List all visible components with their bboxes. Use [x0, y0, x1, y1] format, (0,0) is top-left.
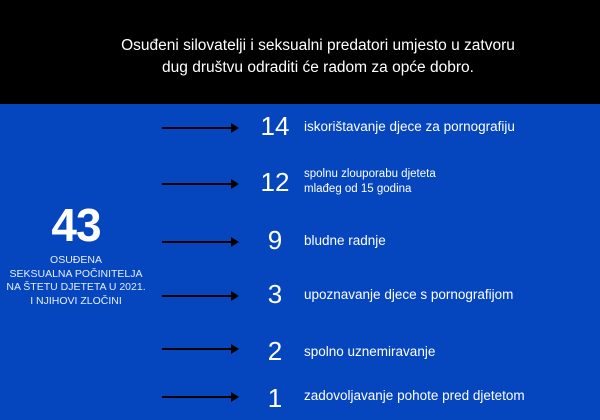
arrow-icon: [162, 183, 232, 185]
total-number: 43: [51, 199, 101, 251]
crime-row: [0, 108, 600, 148]
crime-row: [0, 164, 600, 204]
crime-label-line-2: mlađeg od 15 godina: [304, 183, 412, 195]
arrow-icon: [162, 241, 232, 243]
crime-label: iskorištavanje djece za pornografiju: [304, 119, 515, 134]
total-desc-line-2: SEKSUALNA POČINITELJA: [9, 267, 143, 280]
crime-label: zadovoljavanje pohote pred djetetom: [304, 388, 525, 403]
crime-count: 1: [267, 383, 283, 413]
header-line-1: Osuđeni silovatelji i seksualni predatori umjesto u zatvoru: [121, 37, 515, 54]
crime-label: spolno uznemiravanje: [304, 344, 436, 359]
crime-label: bludne radnje: [304, 233, 386, 248]
crime-label: [304, 167, 436, 197]
crime-label: upoznavanje djece s pornografijom: [304, 287, 514, 302]
header-line-2: dug društvu odraditi će radom za opće dobro.: [162, 59, 474, 76]
total-desc-line-4: I NJIHOVI ZLOČINI: [30, 294, 122, 307]
crime-row: [0, 276, 600, 316]
crime-row: [0, 333, 600, 373]
arrow-icon: [162, 348, 232, 350]
total-desc-line-1: OSUĐENA: [50, 254, 102, 266]
crime-label-line-1: spolnu zlouporabu djeteta: [304, 168, 436, 180]
total-desc-line-3: NA ŠTETU DJETETA U 2021.: [6, 281, 146, 293]
arrow-icon: [162, 396, 232, 398]
crime-count: 14: [260, 111, 290, 141]
crime-count: 2: [267, 336, 283, 366]
header-banner: [0, 0, 600, 104]
crime-count: 9: [267, 225, 283, 255]
crime-row: [0, 222, 600, 262]
arrow-icon: [162, 127, 232, 129]
crime-count: 3: [267, 279, 283, 309]
crime-row: [0, 380, 600, 420]
arrow-icon: [162, 295, 232, 297]
crime-count: 12: [260, 167, 290, 197]
